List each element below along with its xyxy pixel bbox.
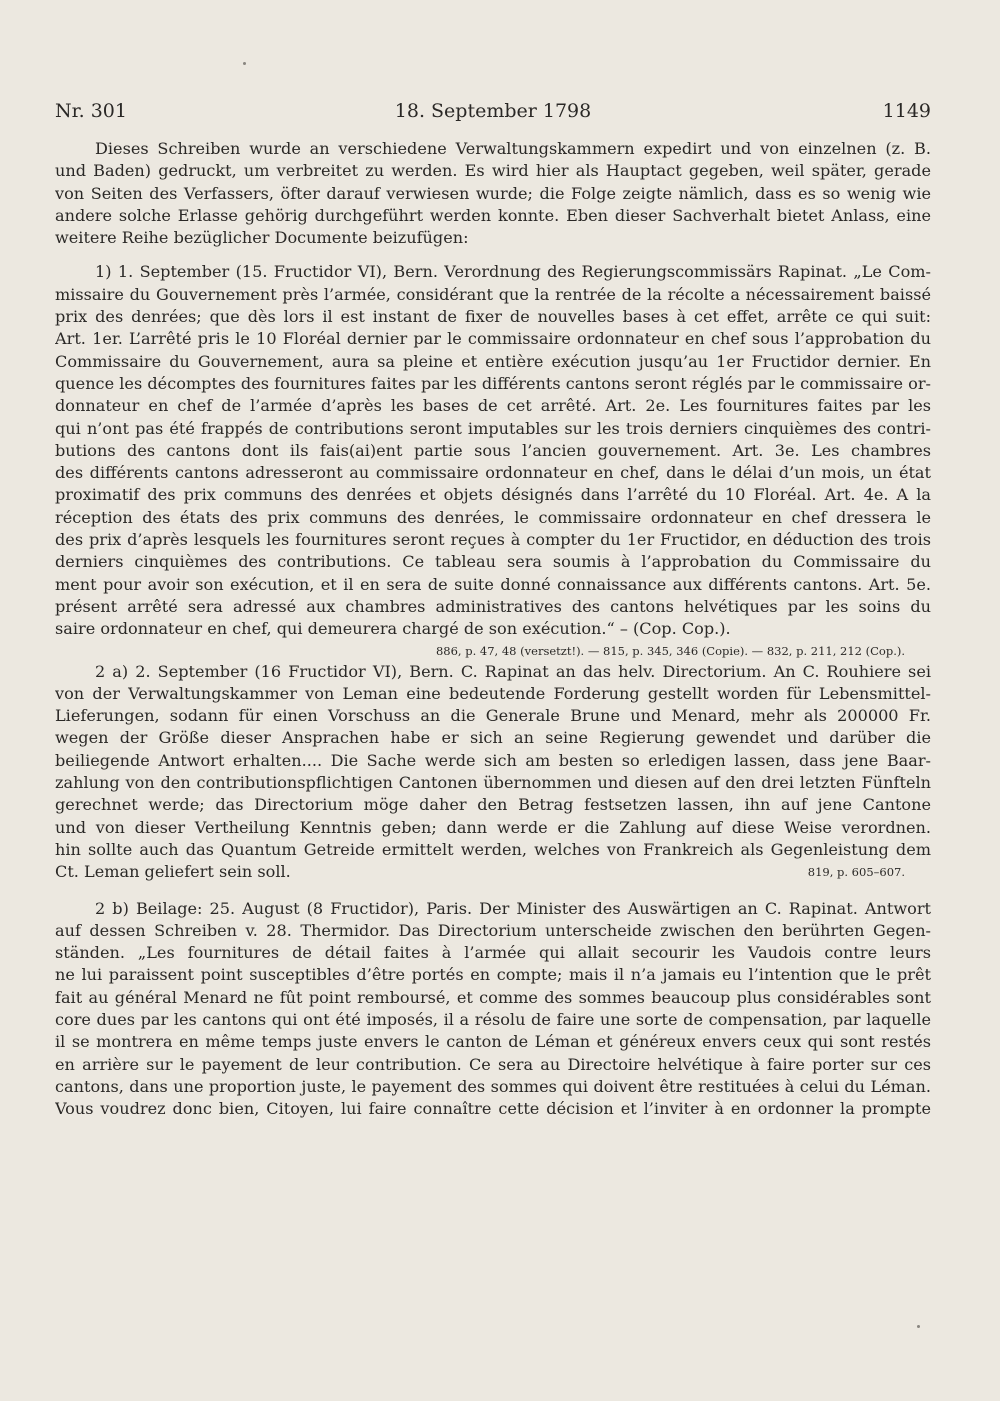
text-line: gerechnet werde; das Directorium möge daher den Betrag festsetzen lassen, ihn auf jene Cantone (55, 795, 931, 815)
text-line: réception des états des prix communs des denrées, le commissaire ordonnateur en chef dressera le (55, 507, 931, 527)
document-2b-paragraph (55, 898, 931, 1121)
document-1-paragraph (55, 261, 931, 660)
text-line: Art. 1er. L’arrêté pris le 10 Floréal dernier par le commissaire ordonnateur en chef sous l’approbation du (55, 329, 931, 349)
text-line: derniers cinquièmes des contributions. Ce tableau sera soumis à l’approbation du Commissaire du (55, 552, 931, 572)
text-line: fait au général Menard ne fût point remboursé, et comme des sommes beaucoup plus considérables sont (55, 987, 931, 1007)
text-line: cantons, dans une proportion juste, le payement des sommes qui doivent être restituées à celui du Léman. (55, 1076, 931, 1096)
text-line: und von dieser Vertheilung Kenntnis geben; dann werde er die Zahlung auf diese Weise verordnen. (55, 817, 931, 837)
source-citation: 886, p. 47, 48 (versetzt!). — 815, p. 345, 346 (Copie). — 832, p. 211, 212 (Cop.). (435, 643, 905, 658)
text-line: ment pour avoir son exécution, et il en sera de suite donné connaissance aux différents cantons. Art. 5e. (55, 574, 931, 594)
speck-mark (917, 1325, 920, 1328)
text-line: core dues par les cantons qui ont été imposés, il a résolu de faire une sorte de compensation, par laquelle (55, 1009, 931, 1029)
text-line: saire ordonnateur en chef, qui demeurera chargé de son exécution.“ – (Cop. Cop.). (55, 619, 731, 639)
text-line: butions des cantons dont ils fais(ai)ent partie sous l’ancien gouvernement. Art. 3e. Les chambres (55, 440, 931, 460)
text-line: 2 a) 2. September (16 Fructidor VI), Bern. C. Rapinat an das helv. Directorium. An C. Rouhiere sei (95, 661, 931, 681)
document-2a-paragraph (55, 661, 931, 884)
source-citation: 819, p. 605–607. (807, 865, 905, 880)
page-body (55, 138, 931, 1120)
text-line: von der Verwaltungskammer von Leman eine bedeutende Forderung gestellt worden für Lebensmittel- (55, 683, 931, 703)
text-line: missaire du Gouvernement près l’armée, considérant que la rentrée de la récolte a nécessairement baissé (55, 284, 931, 304)
text-line: qui n’ont pas été frappés de contributions seront imputables sur les trois derniers cinquièmes des contri- (55, 418, 931, 438)
text-line: présent arrêté sera adressé aux chambres administratives des cantons helvétiques par les soins du (55, 596, 931, 616)
text-line: 2 b) Beilage: 25. August (8 Fructidor), Paris. Der Minister des Auswärtigen an C. Rapinat. Antwort (95, 898, 931, 918)
text-line: quence les décomptes des fournitures faites par les différents cantons seront réglés par le commissaire or- (55, 373, 931, 393)
text-line: proximatif des prix communs des denrées et objets désignés dans l’arrêté du 10 Floréal. Art. 4e. A la (55, 485, 931, 505)
text-line: beiliegende Antwort erhalten.... Die Sache werde sich am besten so erledigen lassen, dass jene Baar- (55, 750, 931, 770)
text-line: Commissaire du Gouvernement, aura sa pleine et entière exécution jusqu’au 1er Fructidor dernier. En (55, 351, 931, 371)
text-line: hin sollte auch das Quantum Getreide ermittelt werden, welches von Frankreich als Gegenleistung dem (55, 839, 931, 859)
text-line: des différents cantons adresseront au commissaire ordonnateur en chef, dans le délai d’un mois, un état (55, 463, 931, 483)
text-line: Lieferungen, sodann für einen Vorschuss an die Generale Brune und Menard, mehr als 200000 Fr. (55, 706, 931, 726)
text-line: wegen der Größe dieser Ansprachen habe er sich an seine Regierung gewendet und darüber die (55, 728, 931, 748)
text-line: andere solche Erlasse gehörig durchgeführt werden konnte. Eben dieser Sachverhalt bietet Anlass, eine (55, 205, 931, 225)
text-line: und Baden) gedruckt, um verbreitet zu werden. Es wird hier als Hauptact gegeben, weil später, gerade (55, 161, 931, 181)
text-line: donnateur en chef de l’armée d’après les bases de cet arrêté. Art. 2e. Les fournitures faites par les (55, 396, 931, 416)
text-line (55, 861, 931, 883)
running-header (55, 100, 931, 126)
text-line-content: Ct. Leman geliefert sein soll. (55, 862, 291, 882)
text-line: auf dessen Schreiben v. 28. Thermidor. Das Directorium unterscheide zwischen den berührten Gegen- (55, 920, 931, 940)
text-line: ständen. „Les fournitures de détail faites à l’armée qui allait secourir les Vaudois contre leurs (55, 943, 931, 963)
text-line: il se montrera en même temps juste envers le canton de Léman et généreux envers ceux qui sont restés (55, 1032, 931, 1052)
text-line: Dieses Schreiben wurde an verschiedene Verwaltungskammern expedirt und von einzelnen (z. B. (95, 139, 931, 158)
text-line: von Seiten des Verfassers, öfter darauf verwiesen wurde; die Folge zeigte nämlich, dass es so wenig wie (55, 183, 931, 203)
text-line: Vous voudrez donc bien, Citoyen, lui faire connaître cette décision et l’inviter à en ordonner la prompte (55, 1099, 931, 1119)
text-line: en arrière sur le payement de leur contribution. Ce sera au Directoire helvétique à faire porter sur ces (55, 1054, 931, 1074)
text-line: zahlung von den contributionspflichtigen Cantonen übernommen und diesen auf den drei letzten Fünfteln (55, 773, 931, 793)
text-line: 1) 1. September (15. Fructidor VI), Bern. Verordnung des Regierungscommissärs Rapinat. „Le Com- (95, 262, 931, 282)
page-number: 1149 (882, 100, 931, 122)
header-date: 18. September 1798 (394, 100, 592, 122)
text-line: des prix d’après lesquels les fournitures seront reçues à compter du 1er Fructidor, en déduction des trois (55, 530, 931, 550)
text-line: prix des denrées; que dès lors il est instant de fixer de nouvelles bases à cet effet, arrête ce qui suit: (55, 307, 931, 327)
document-number: Nr. 301 (55, 100, 127, 122)
speck-mark (243, 62, 246, 65)
text-line: weitere Reihe bezüglicher Documente beizufügen: (55, 228, 469, 248)
text-line: ne lui paraissent point susceptibles d’être portés en compte; mais il n’a jamais eu l’intention que le prêt (55, 965, 931, 985)
intro-paragraph (55, 138, 931, 249)
